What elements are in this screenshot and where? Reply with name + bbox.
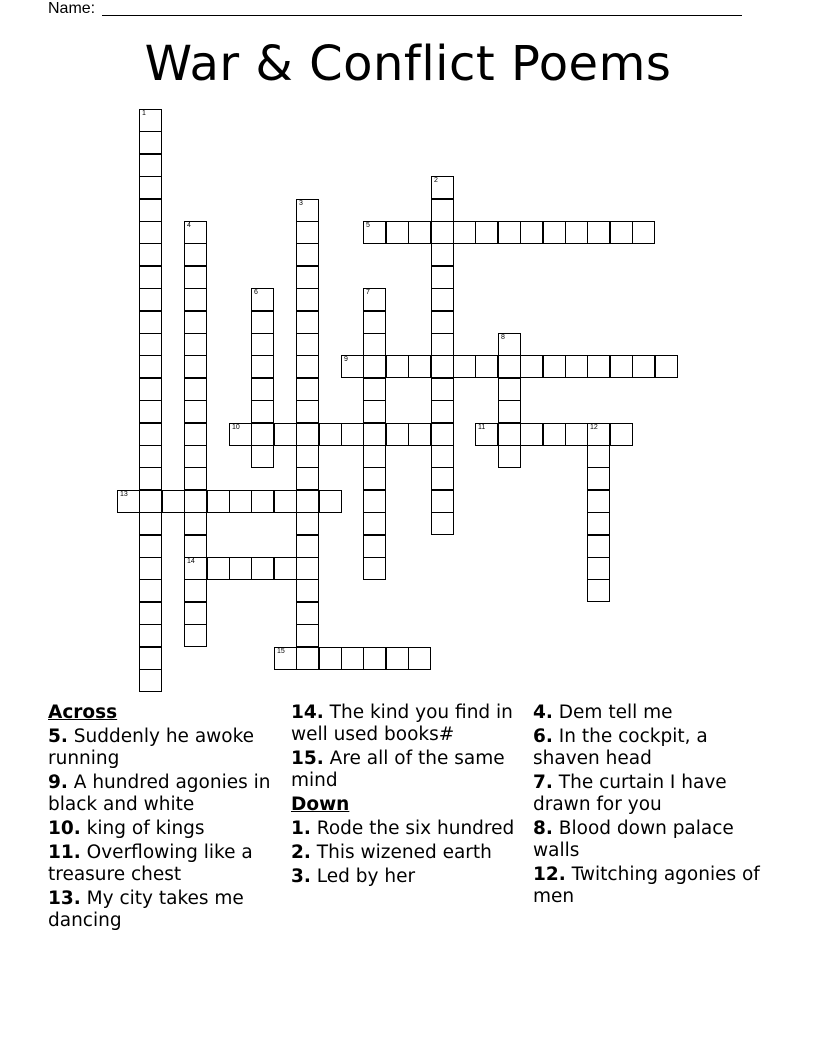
- crossword-cell[interactable]: [341, 423, 364, 446]
- crossword-cell[interactable]: [587, 535, 610, 558]
- crossword-cell[interactable]: [520, 423, 543, 446]
- clue-across-13: [48, 888, 284, 932]
- crossword-cell[interactable]: [139, 131, 162, 154]
- crossword-cell[interactable]: [139, 602, 162, 625]
- cell-number: 11: [478, 424, 486, 431]
- crossword-cell[interactable]: [386, 221, 409, 244]
- crossword-cell[interactable]: [498, 445, 521, 468]
- crossword-cell[interactable]: [207, 557, 230, 580]
- crossword-cell[interactable]: [453, 355, 476, 378]
- crossword-cell[interactable]: [431, 176, 454, 199]
- crossword-cell[interactable]: [319, 423, 342, 446]
- crossword-cell[interactable]: [363, 647, 386, 670]
- crossword-cell[interactable]: [363, 378, 386, 401]
- crossword-cell[interactable]: [139, 266, 162, 289]
- crossword-cell[interactable]: [363, 333, 386, 356]
- clue-number: 15.: [291, 748, 324, 769]
- crossword-cell[interactable]: [296, 490, 319, 513]
- cell-number: 7: [366, 289, 370, 296]
- clue-text: Twitching agonies of men: [533, 864, 760, 907]
- crossword-cell[interactable]: [408, 355, 431, 378]
- crossword-cell[interactable]: [319, 490, 342, 513]
- crossword-cell[interactable]: [184, 467, 207, 490]
- crossword-cell[interactable]: [475, 221, 498, 244]
- crossword-cell[interactable]: [431, 423, 454, 446]
- clue-across-5: [48, 726, 284, 770]
- clue-text: The curtain I have drawn for you: [533, 772, 727, 815]
- crossword-cell[interactable]: [431, 400, 454, 423]
- clue-text: This wizened earth: [316, 842, 492, 863]
- crossword-cell[interactable]: [587, 512, 610, 535]
- clues-column-3: [533, 702, 773, 910]
- crossword-cell[interactable]: [251, 490, 274, 513]
- crossword-cell[interactable]: [408, 647, 431, 670]
- crossword-cell[interactable]: [431, 243, 454, 266]
- clues-column-2: [291, 702, 521, 890]
- clue-across-11: [48, 842, 284, 886]
- crossword-cell[interactable]: [184, 535, 207, 558]
- clue-down-4: [533, 702, 773, 724]
- clue-down-3: [291, 866, 521, 888]
- crossword-cell[interactable]: [184, 602, 207, 625]
- clue-number: 13.: [48, 888, 81, 909]
- clue-number: 12.: [533, 864, 566, 885]
- crossword-cell[interactable]: [341, 355, 364, 378]
- crossword-cell[interactable]: [296, 221, 319, 244]
- clue-down-7: [533, 772, 773, 816]
- crossword-cell[interactable]: [184, 512, 207, 535]
- crossword-cell[interactable]: [296, 311, 319, 334]
- clue-number: 1.: [291, 818, 311, 839]
- crossword-cell[interactable]: [251, 557, 274, 580]
- crossword-cell[interactable]: [184, 400, 207, 423]
- crossword-cell[interactable]: [296, 400, 319, 423]
- clue-number: 3.: [291, 866, 311, 887]
- crossword-cell[interactable]: [610, 221, 633, 244]
- crossword-cell[interactable]: [296, 333, 319, 356]
- cell-number: 1: [142, 110, 146, 117]
- crossword-cell[interactable]: [543, 221, 566, 244]
- clue-down-12: [533, 864, 773, 908]
- crossword-cell[interactable]: [408, 221, 431, 244]
- crossword-cell[interactable]: [363, 355, 386, 378]
- crossword-cell[interactable]: [565, 355, 588, 378]
- crossword-cell[interactable]: [498, 423, 521, 446]
- crossword-cell[interactable]: [520, 221, 543, 244]
- crossword-cell[interactable]: [117, 490, 140, 513]
- clue-text: The kind you find in well used books#: [291, 702, 513, 745]
- crossword-cell[interactable]: [184, 221, 207, 244]
- crossword-cell[interactable]: [139, 423, 162, 446]
- clue-text: My city takes me dancing: [48, 888, 244, 931]
- clue-across-10: [48, 818, 284, 840]
- crossword-cell[interactable]: [587, 445, 610, 468]
- crossword-cell[interactable]: [363, 490, 386, 513]
- crossword-cell[interactable]: [251, 445, 274, 468]
- crossword-cell[interactable]: [498, 221, 521, 244]
- crossword-cell[interactable]: [296, 243, 319, 266]
- crossword-cell[interactable]: [139, 288, 162, 311]
- clue-number: 10.: [48, 818, 81, 839]
- crossword-cell[interactable]: [431, 288, 454, 311]
- crossword-cell[interactable]: [431, 512, 454, 535]
- crossword-cell[interactable]: [363, 288, 386, 311]
- crossword-cell[interactable]: [139, 535, 162, 558]
- crossword-cell[interactable]: [184, 311, 207, 334]
- crossword-cell[interactable]: [229, 557, 252, 580]
- crossword-cell[interactable]: [139, 333, 162, 356]
- crossword-cell[interactable]: [139, 355, 162, 378]
- crossword-cell[interactable]: [274, 490, 297, 513]
- across-heading: Across: [48, 702, 118, 723]
- crossword-cell[interactable]: [587, 579, 610, 602]
- crossword-cell[interactable]: [229, 490, 252, 513]
- clue-down-2: [291, 842, 521, 864]
- crossword-cell[interactable]: [475, 355, 498, 378]
- crossword-cell[interactable]: [363, 400, 386, 423]
- crossword-cell[interactable]: [610, 355, 633, 378]
- crossword-cell[interactable]: [139, 490, 162, 513]
- crossword-cell[interactable]: [363, 221, 386, 244]
- crossword-cell[interactable]: [431, 490, 454, 513]
- crossword-cell[interactable]: [296, 445, 319, 468]
- cell-number: 15: [277, 648, 285, 655]
- crossword-cell[interactable]: [565, 423, 588, 446]
- cell-number: 6: [254, 289, 258, 296]
- clue-text: Led by her: [316, 866, 416, 887]
- clue-text: Overflowing like a treasure chest: [48, 842, 253, 885]
- crossword-cell[interactable]: [139, 579, 162, 602]
- crossword-cell[interactable]: [386, 647, 409, 670]
- clue-text: Rode the six hundred: [316, 818, 515, 839]
- cell-number: 8: [501, 334, 505, 341]
- crossword-cell[interactable]: [498, 378, 521, 401]
- crossword-cell[interactable]: [296, 423, 319, 446]
- crossword-cell[interactable]: [296, 288, 319, 311]
- crossword-cell[interactable]: [139, 221, 162, 244]
- clue-text: Are all of the same mind: [291, 748, 505, 791]
- crossword-cell[interactable]: [139, 154, 162, 177]
- crossword-cell[interactable]: [296, 199, 319, 222]
- crossword-cell[interactable]: [184, 378, 207, 401]
- crossword-cell[interactable]: [139, 445, 162, 468]
- crossword-cell[interactable]: [139, 243, 162, 266]
- crossword-cell[interactable]: [184, 490, 207, 513]
- clue-text: king of kings: [86, 818, 205, 839]
- crossword-cell[interactable]: [363, 535, 386, 558]
- crossword-cell[interactable]: [431, 199, 454, 222]
- clue-number: 9.: [48, 772, 68, 793]
- crossword-cell[interactable]: [184, 445, 207, 468]
- cell-number: 5: [366, 222, 370, 229]
- clue-number: 14.: [291, 702, 324, 723]
- clue-down-6: [533, 726, 773, 770]
- page-title: War & Conflict Poems: [144, 36, 672, 92]
- crossword-cell[interactable]: [296, 624, 319, 647]
- crossword-cell[interactable]: [475, 423, 498, 446]
- crossword-cell[interactable]: [139, 557, 162, 580]
- crossword-cell[interactable]: [139, 109, 162, 132]
- crossword-cell[interactable]: [296, 647, 319, 670]
- clue-number: 11.: [48, 842, 81, 863]
- crossword-cell[interactable]: [498, 400, 521, 423]
- crossword-cell[interactable]: [274, 647, 297, 670]
- clue-number: 4.: [533, 702, 553, 723]
- crossword-cell[interactable]: [363, 445, 386, 468]
- crossword-cell[interactable]: [498, 355, 521, 378]
- crossword-cell[interactable]: [431, 467, 454, 490]
- crossword-cell[interactable]: [296, 378, 319, 401]
- crossword-cell[interactable]: [431, 355, 454, 378]
- crossword-cell[interactable]: [251, 311, 274, 334]
- crossword-cell[interactable]: [296, 535, 319, 558]
- clue-text: A hundred agonies in black and white: [48, 772, 271, 815]
- crossword-cell[interactable]: [139, 669, 162, 692]
- crossword-cell[interactable]: [587, 221, 610, 244]
- clue-text: Dem tell me: [558, 702, 673, 723]
- clue-text: In the cockpit, a shaven head: [533, 726, 708, 769]
- crossword-cell[interactable]: [543, 423, 566, 446]
- clue-down-8: [533, 818, 773, 862]
- clue-down-1: [291, 818, 521, 840]
- cell-number: 3: [299, 200, 303, 207]
- crossword-cell[interactable]: [139, 311, 162, 334]
- cell-number: 14: [187, 558, 195, 565]
- crossword-cell[interactable]: [565, 221, 588, 244]
- crossword-cell[interactable]: [251, 400, 274, 423]
- crossword-cell[interactable]: [296, 602, 319, 625]
- crossword-cell[interactable]: [587, 355, 610, 378]
- crossword-cell[interactable]: [251, 333, 274, 356]
- cell-number: 10: [232, 424, 240, 431]
- clue-number: 6.: [533, 726, 553, 747]
- crossword-cell[interactable]: [453, 221, 476, 244]
- crossword-cell[interactable]: [184, 423, 207, 446]
- crossword-cell[interactable]: [139, 647, 162, 670]
- crossword-cell[interactable]: [184, 243, 207, 266]
- crossword-cell[interactable]: [139, 624, 162, 647]
- crossword-cell[interactable]: [363, 512, 386, 535]
- crossword-cell[interactable]: [184, 579, 207, 602]
- crossword-cell[interactable]: [587, 490, 610, 513]
- crossword-cell[interactable]: [184, 288, 207, 311]
- clue-text: Suddenly he awoke running: [48, 726, 255, 769]
- crossword-cell[interactable]: [431, 221, 454, 244]
- crossword-cell[interactable]: [632, 355, 655, 378]
- crossword-cell[interactable]: [139, 176, 162, 199]
- crossword-cell[interactable]: [296, 467, 319, 490]
- crossword-cell[interactable]: [139, 199, 162, 222]
- crossword-cell[interactable]: [543, 355, 566, 378]
- crossword-cell[interactable]: [139, 400, 162, 423]
- crossword-cell[interactable]: [408, 423, 431, 446]
- crossword-cell[interactable]: [498, 333, 521, 356]
- crossword-cell[interactable]: [274, 557, 297, 580]
- crossword-cell[interactable]: [587, 467, 610, 490]
- crossword-cell[interactable]: [610, 423, 633, 446]
- crossword-cell[interactable]: [431, 378, 454, 401]
- crossword-cell[interactable]: [587, 557, 610, 580]
- clue-number: 2.: [291, 842, 311, 863]
- crossword-cell[interactable]: [386, 355, 409, 378]
- cell-number: 2: [434, 177, 438, 184]
- clue-across-15: [291, 748, 521, 792]
- crossword-cell[interactable]: [184, 355, 207, 378]
- cell-number: 13: [120, 491, 128, 498]
- down-heading: Down: [291, 794, 350, 815]
- crossword-cell[interactable]: [296, 557, 319, 580]
- crossword-cell[interactable]: [632, 221, 655, 244]
- crossword-cell[interactable]: [655, 355, 678, 378]
- crossword-cell[interactable]: [184, 333, 207, 356]
- crossword-cell[interactable]: [251, 288, 274, 311]
- crossword-cell[interactable]: [431, 266, 454, 289]
- crossword-cell[interactable]: [162, 490, 185, 513]
- crossword-cell[interactable]: [296, 355, 319, 378]
- crossword-cell[interactable]: [139, 467, 162, 490]
- clue-across-9: [48, 772, 284, 816]
- crossword-cell[interactable]: [341, 647, 364, 670]
- crossword-cell[interactable]: [431, 333, 454, 356]
- crossword-cell[interactable]: [251, 423, 274, 446]
- clue-number: 5.: [48, 726, 68, 747]
- crossword-cell[interactable]: [431, 311, 454, 334]
- cell-number: 12: [590, 424, 598, 431]
- crossword-cell[interactable]: [139, 378, 162, 401]
- name-label: Name:: [48, 0, 96, 17]
- crossword-cell[interactable]: [251, 378, 274, 401]
- clue-number: 7.: [533, 772, 553, 793]
- clue-across-14: [291, 702, 521, 746]
- cell-number: 4: [187, 222, 191, 229]
- crossword-cell[interactable]: [363, 467, 386, 490]
- clue-text: Blood down palace walls: [533, 818, 734, 861]
- crossword-cell[interactable]: [184, 266, 207, 289]
- crossword-cell[interactable]: [296, 266, 319, 289]
- crossword-cell[interactable]: [431, 445, 454, 468]
- crossword-cell[interactable]: [296, 579, 319, 602]
- crossword-cell[interactable]: [319, 647, 342, 670]
- crossword-cell[interactable]: [184, 557, 207, 580]
- crossword-cell[interactable]: [184, 624, 207, 647]
- clues-column-1: [48, 702, 284, 934]
- crossword-cell[interactable]: [139, 512, 162, 535]
- clue-number: 8.: [533, 818, 553, 839]
- crossword-cell[interactable]: [274, 423, 297, 446]
- crossword-cell[interactable]: [520, 355, 543, 378]
- crossword-cell[interactable]: [386, 423, 409, 446]
- crossword-cell[interactable]: [363, 423, 386, 446]
- crossword-cell[interactable]: [296, 512, 319, 535]
- crossword-cell[interactable]: [207, 490, 230, 513]
- crossword-cell[interactable]: [363, 557, 386, 580]
- crossword-cell[interactable]: [251, 355, 274, 378]
- crossword-cell[interactable]: [363, 311, 386, 334]
- crossword-cell[interactable]: [229, 423, 252, 446]
- crossword-cell[interactable]: [587, 423, 610, 446]
- cell-number: 9: [344, 356, 348, 363]
